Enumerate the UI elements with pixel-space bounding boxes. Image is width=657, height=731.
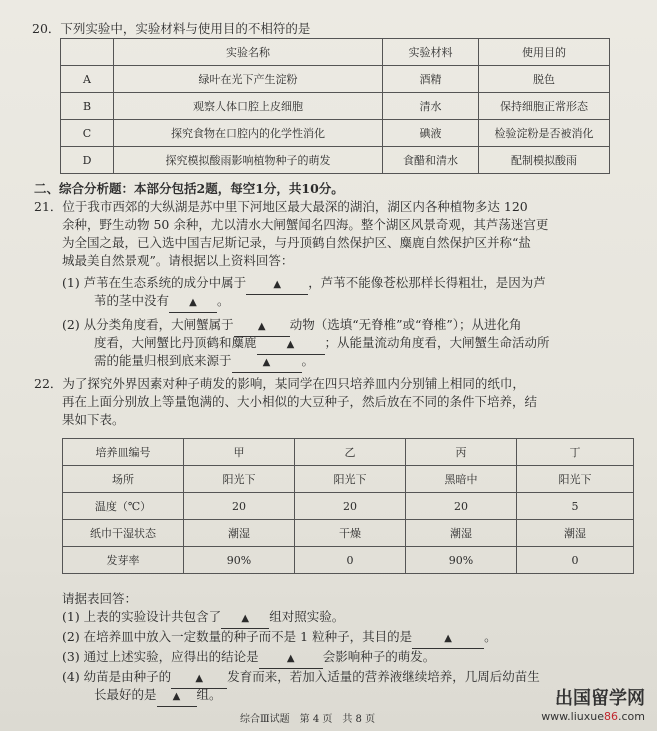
table-cell: C <box>61 120 114 147</box>
table-cell: 阳光下 <box>517 466 634 493</box>
q22-line: 22．为了探究外界因素对种子萌发的影响，某同学在四只培养皿内分别铺上相同的纸巾， <box>34 376 525 391</box>
table-header-cell: 甲 <box>184 439 295 466</box>
q21-part1-line <box>94 292 230 313</box>
q22-sub3 <box>62 648 435 669</box>
table-cell: 发芽率 <box>63 547 184 574</box>
q21-part2-line <box>94 352 314 373</box>
table-cell: 20 <box>295 493 406 520</box>
question-text: 苇的茎中没有 <box>94 293 170 308</box>
q20-stem: 20．下列实验中，实验材料与使用目的不相符的是 <box>32 21 311 36</box>
page-footer: 综合Ⅲ试题 第 4 页 共 8 页 <box>240 714 376 725</box>
answer-blank[interactable] <box>246 274 308 295</box>
triangle-marker-icon: ▲ <box>241 613 250 624</box>
table-row <box>63 547 634 574</box>
table-cell: 5 <box>517 493 634 520</box>
table-row <box>63 439 634 466</box>
table-cell: 探究食物在口腔内的化学性消化 <box>114 120 383 147</box>
table-cell: 20 <box>406 493 517 520</box>
triangle-marker-icon: ▲ <box>262 357 271 368</box>
table-cell: 黑暗中 <box>406 466 517 493</box>
q21-line: 为全国之最，已入选中国吉尼斯记录，与丹顶鹤自然保护区、麋鹿自然保护区并称“盐 <box>62 235 531 250</box>
table-cell: 观察人体口腔上皮细胞 <box>114 93 383 120</box>
table-header-cell: 实验材料 <box>383 39 479 66</box>
table-cell: 温度（℃） <box>63 493 184 520</box>
q21-line: 21．位于我市西郊的大纵湖是苏中里下河地区最大最深的湖泊，湖区内各种植物多达 120 <box>34 199 528 214</box>
triangle-marker-icon: ▲ <box>257 321 266 332</box>
table-row <box>61 66 610 93</box>
question-text: (2) 从分类角度看，大闸蟹属于 <box>62 317 234 332</box>
table-cell <box>61 39 114 66</box>
table-header-cell: 丙 <box>406 439 517 466</box>
question-text: (2) 在培养皿中放入一定数量的种子而不是 1 粒种子，其目的是 <box>62 629 413 644</box>
triangle-marker-icon: ▲ <box>444 633 452 644</box>
question-text: 会影响种子的萌发。 <box>322 649 436 664</box>
question-text: ；从能量流动角度看，大闸蟹生命活动所 <box>324 335 550 350</box>
table-cell: 酒精 <box>383 66 479 93</box>
table-row <box>63 493 634 520</box>
table-cell: 阳光下 <box>295 466 406 493</box>
table-cell: 保持细胞正常形态 <box>479 93 610 120</box>
table-cell: B <box>61 93 114 120</box>
table-row <box>61 93 610 120</box>
table-cell: 绿叶在光下产生淀粉 <box>114 66 383 93</box>
table-cell: 0 <box>517 547 634 574</box>
answer-blank[interactable] <box>157 686 197 707</box>
table-cell: 干燥 <box>295 520 406 547</box>
table-row <box>63 466 634 493</box>
table-cell: 配制模拟酸雨 <box>479 147 610 174</box>
table-cell: 90% <box>184 547 295 574</box>
q22-sub4-cont <box>94 686 222 707</box>
question-text: 需的能量归根到底来源于 <box>94 353 232 368</box>
table-cell: D <box>61 147 114 174</box>
table-cell: 检验淀粉是否被消化 <box>479 120 610 147</box>
q21-line: 余种，野生动物 50 余种，尤以清水大闸蟹闻名四海。整个湖区风景奇观，其芦荡迷宫更 <box>62 217 549 232</box>
triangle-marker-icon: ▲ <box>172 691 181 702</box>
table-cell: 0 <box>295 547 406 574</box>
watermark-url-part: 86 <box>604 710 618 723</box>
table-cell: 潮湿 <box>184 520 295 547</box>
q22-ask: 请据表回答： <box>62 591 138 606</box>
question-text: (1) 芦苇在生态系统的成分中属于 <box>62 275 247 290</box>
triangle-marker-icon: ▲ <box>195 673 204 684</box>
table-cell: 探究模拟酸雨影响植物种子的萌发 <box>114 147 383 174</box>
table-row <box>61 120 610 147</box>
question-text: 。 <box>484 629 497 644</box>
table-cell: 90% <box>406 547 517 574</box>
section-heading: 二、综合分析题：本部分包括2题，每空1分，共10分。 <box>34 181 344 196</box>
site-watermark <box>541 684 645 723</box>
table-header-cell: 实验名称 <box>114 39 383 66</box>
triangle-marker-icon: ▲ <box>286 339 295 350</box>
table-cell: A <box>61 66 114 93</box>
table-header-cell: 使用目的 <box>479 39 610 66</box>
answer-blank[interactable] <box>259 648 323 669</box>
table-header-cell: 乙 <box>295 439 406 466</box>
answer-blank[interactable] <box>221 608 269 629</box>
q21-line: 城最美自然景观”。请根据以上资料回答： <box>62 253 294 268</box>
table-cell: 脱色 <box>479 66 610 93</box>
watermark-url-part: .com <box>618 710 645 723</box>
question-text: (3) 通过上述实验，应得出的结论是 <box>62 649 259 664</box>
q22-sub1 <box>62 608 344 629</box>
answer-blank[interactable] <box>169 292 217 313</box>
table-cell: 食醋和清水 <box>383 147 479 174</box>
table-cell: 潮湿 <box>517 520 634 547</box>
triangle-marker-icon: ▲ <box>189 297 197 308</box>
question-text: 动物（选填“无脊椎”或“脊椎”）；从进化角 <box>289 317 522 332</box>
triangle-marker-icon: ▲ <box>273 279 282 290</box>
table-cell: 20 <box>184 493 295 520</box>
table-cell: 碘液 <box>383 120 479 147</box>
q22-line: 再在上面分别放上等量饱满的、大小相似的大豆种子，然后放在不同的条件下培养，结 <box>62 394 538 409</box>
triangle-marker-icon: ▲ <box>286 653 295 664</box>
table-row <box>61 39 610 66</box>
question-text: ，芦苇不能像苍松那样长得粗壮，是因为芦 <box>308 275 546 290</box>
question-text: 发育而来，若加入适量的营养液继续培养，几周后幼苗生 <box>227 669 540 684</box>
question-text: (1) 上表的实验设计共包含了 <box>62 609 222 624</box>
table-row <box>61 147 610 174</box>
question-text: 。 <box>217 293 230 308</box>
watermark-title: 出国留学网 <box>555 688 645 709</box>
table-cell: 阳光下 <box>184 466 295 493</box>
question-text: 长最好的是 <box>94 687 157 702</box>
answer-blank[interactable] <box>412 628 484 649</box>
watermark-url-part: www.liuxue <box>541 710 604 723</box>
question-text: 组。 <box>196 687 222 702</box>
table-cell: 纸巾干湿状态 <box>63 520 184 547</box>
table-header-cell: 丁 <box>517 439 634 466</box>
table-cell: 清水 <box>383 93 479 120</box>
table-header-cell: 培养皿编号 <box>63 439 184 466</box>
table-cell: 潮湿 <box>406 520 517 547</box>
question-text: 。 <box>301 353 315 368</box>
question-text: 度看，大闸蟹比丹顶鹤和麋鹿 <box>94 335 257 350</box>
q20-table <box>60 38 610 174</box>
question-text: (4) 幼苗是由种子的 <box>62 669 172 684</box>
answer-blank[interactable] <box>232 352 302 373</box>
watermark-url <box>541 710 645 723</box>
table-row <box>63 520 634 547</box>
table-cell: 场所 <box>63 466 184 493</box>
q22-sub2 <box>62 628 497 649</box>
question-text: 组对照实验。 <box>269 609 345 624</box>
q22-table <box>62 438 634 574</box>
q22-line: 果如下表。 <box>62 412 125 427</box>
